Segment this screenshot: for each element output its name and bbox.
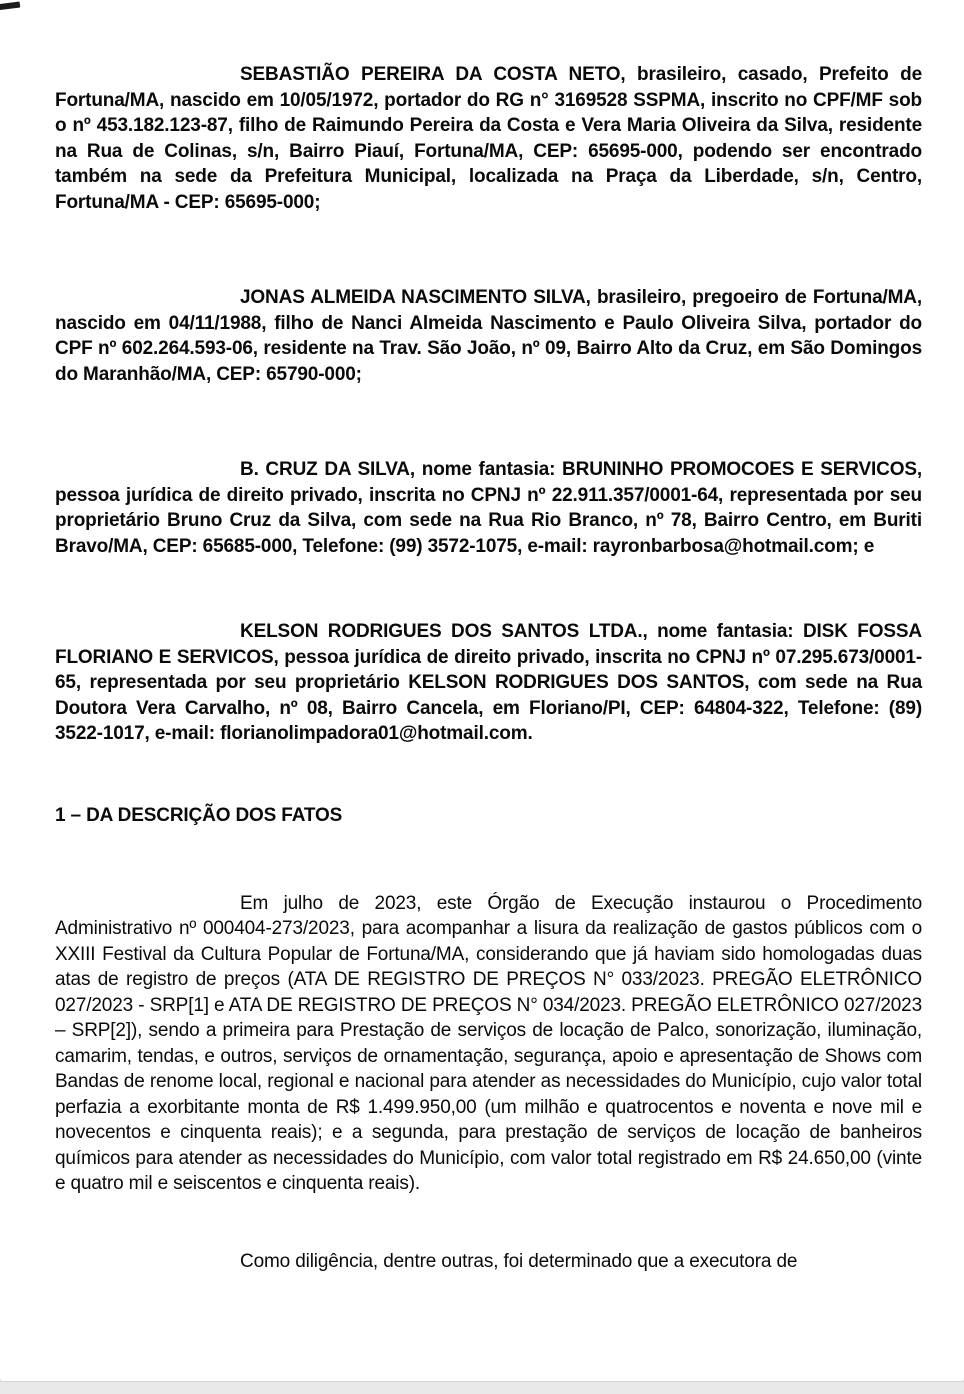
section-heading-descricao-dos-fatos: 1 – DA DESCRIÇÃO DOS FATOS [55,804,343,826]
page-bottom-edge [0,1381,964,1394]
party-paragraph-pregoeiro: JONAS ALMEIDA NASCIMENTO SILVA, brasileiro, pregoeiro de Fortuna/MA, nascido em 04/11/1988, filho de Nanci Almeida Nascimento e Paulo Oliveira Silva, portador do CPF nº 602.264.593-06, residente na Trav. São João, nº 09, Bairro Alto da Cruz, em São Domingos do Maranhão/MA, CEP: 65790-000; [55,287,922,385]
party-paragraph-disk-fossa: KELSON RODRIGUES DOS SANTOS LTDA., nome fantasia: DISK FOSSA FLORIANO E SERVICOS, pessoa jurídica de direito privado, inscrita no CPNJ nº 07.295.673/0001-65, representada por seu proprietário KELSON RODRIGUES DOS SANTOS, com sede na Rua Doutora Vera Carvalho, nº 08, Bairro Cancela, em Floriano/PI, CEP: 64804-322, Telefone: (89) 3522-1017, e-mail: florianolimpadora01@hotmail.com. [55,621,922,744]
party-paragraph-prefeito: SEBASTIÃO PEREIRA DA COSTA NETO, brasileiro, casado, Prefeito de Fortuna/MA, nascido em 10/05/1972, portador do RG n° 3169528 SSPMA, inscrito no CPF/MF sob o nº 453.182.123-87, filho de Raimundo Pereira da Costa e Vera Maria Oliveira da Silva, residente na Rua de Colinas, s/n, Bairro Piauí, Fortuna/MA, CEP: 65695-000, podendo ser encontrado também na sede da Prefeitura Municipal, localizada na Praça da Liberdade, s/n, Centro, Fortuna/MA - CEP: 65695-000; [55,64,922,213]
body-paragraph-diligencia: Como diligência, dentre outras, foi determinado que a executora de [240,1250,798,1272]
body-paragraph-procedimento-administrativo: Em julho de 2023, este Órgão de Execução instaurou o Procedimento Administrativo nº 000404-273/2023, para acompanhar a lisura da realização de gastos públicos com o XXIII Festival da Cultura Popular de Fortuna/MA, considerando que já haviam sido homologadas duas atas de registro de preços (ATA DE REGISTRO DE PREÇOS N° 033/2023. PREGÃO ELETRÔNICO 027/2023 - SRP[1] e ATA DE REGISTRO DE PREÇOS N° 034/2023. PREGÃO ELETRÔNICO 027/2023 – SRP[2]), sendo a primeira para Prestação de serviços de locação de Palco, sonorização, iluminação, camarim, tendas, e outros, serviços de ornamentação, segurança, apoio e apresentação de Shows com Bandas de renome local, regional e nacional para atender as necessidades do Município, cujo valor total perfazia a exorbitante monta de R$ 1.499.950,00 (um milhão e quatrocentos e noventa e nove mil e novecentos e cinquenta reais); e a segunda, para prestação de serviços de locação de banheiros químicos para atender as necessidades do Município, com valor total registrado em R$ 24.650,00 (vinte e quatro mil e seiscentos e cinquenta reais). [55,892,922,1194]
scan-artifact-corner-mark [0,2,20,11]
party-paragraph-bruninho-promocoes: B. CRUZ DA SILVA, nome fantasia: BRUNINHO PROMOCOES E SERVICOS, pessoa jurídica de direito privado, inscrita no CPNJ nº 22.911.357/0001-64, representada por seu proprietário Bruno Cruz da Silva, com sede na Rua Rio Branco, nº 78, Bairro Centro, em Buriti Bravo/MA, CEP: 65685-000, Telefone: (99) 3572-1075, e-mail: rayronbarbosa@hotmail.com; e [55,459,922,557]
document-content [55,62,922,1326]
